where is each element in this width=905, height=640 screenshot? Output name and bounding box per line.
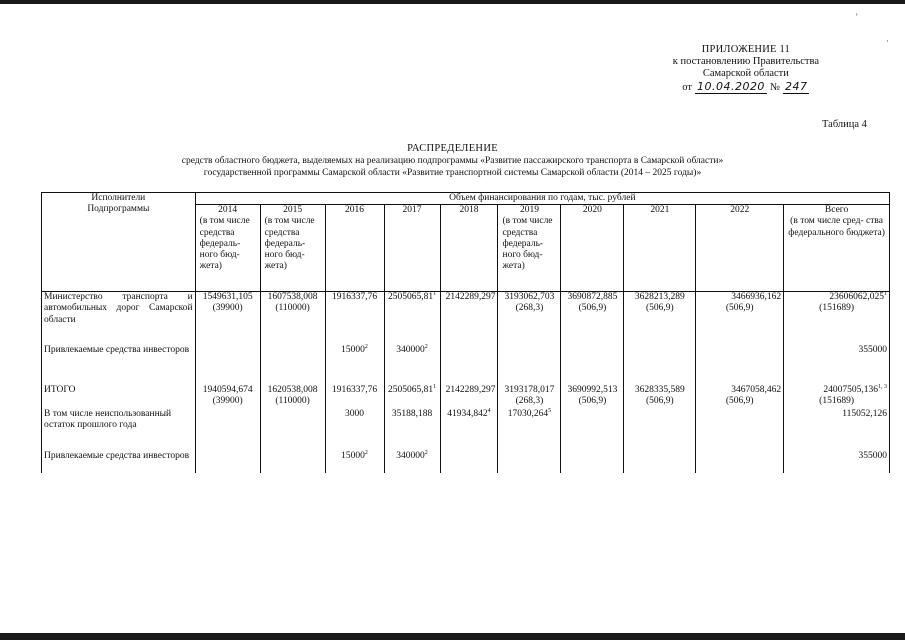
cell-federal: (110000) (275, 303, 310, 314)
row-label: ИТОГО (42, 377, 196, 409)
cell-value (384, 292, 440, 338)
cell-amount: 3193062,703 (504, 292, 555, 303)
header-executors (42, 193, 196, 292)
cell-amount: 3193178,017 (504, 385, 555, 396)
cell-value (784, 409, 890, 443)
header-year-label: 2017 (402, 205, 422, 216)
number-prefix: № (769, 82, 780, 93)
cell-amount: 115052,126 (842, 409, 887, 420)
table-row (42, 443, 890, 473)
header-year-label: Всего (824, 205, 849, 216)
header-year-2018 (440, 205, 498, 292)
table-row (42, 377, 890, 409)
cell-value (440, 337, 498, 377)
handwritten-date: 10.04.2020 (696, 80, 765, 93)
cell-federal: (268,3) (515, 303, 544, 314)
cell-value (260, 443, 325, 473)
appendix-ref: к постановлению Правительства (672, 56, 819, 67)
row-label: Привлекаемые средства инвесторов (42, 337, 196, 377)
row-label: Министерство транспорта и автомобильных дорог Самарской области (42, 292, 196, 338)
cell-federal: (39900) (212, 396, 243, 407)
header-year-label: 2014 (218, 205, 238, 216)
footnote-mark: 5 (548, 408, 552, 415)
cell-amount: 1620538,008 (267, 385, 318, 396)
handwritten-number: 247 (784, 80, 808, 93)
header-year-label: 2018 (459, 205, 479, 216)
table-row (42, 337, 890, 377)
cell-value (784, 337, 890, 377)
cell-amount: 3628335,589 (634, 385, 685, 396)
cell-value (624, 409, 696, 443)
cell-value (325, 377, 384, 409)
header-year-2014 (195, 205, 260, 292)
appendix-date-line (673, 81, 819, 94)
cell-amount: 15000 (341, 451, 365, 462)
cell-value (561, 292, 624, 338)
cell-value (325, 292, 384, 338)
cell-federal: (151689) (819, 303, 854, 314)
scan-mark: · (886, 36, 889, 46)
appendix-region: Самарской области (702, 68, 789, 79)
cell-value (440, 409, 498, 443)
cell-amount: 340000 (396, 345, 425, 356)
cell-amount: 3000 (345, 409, 365, 420)
header-subprograms-label: Подпрограммы (87, 204, 150, 215)
cell-value (195, 337, 260, 377)
cell-value (384, 377, 440, 409)
cell-value (696, 443, 784, 473)
cell-value (325, 337, 384, 377)
cell-value (498, 337, 561, 377)
cell-value (561, 377, 624, 409)
header-row-1 (42, 193, 890, 205)
cell-amount: 2505065,81 (387, 292, 434, 303)
cell-amount: 41934,842 (447, 409, 488, 420)
cell-value (440, 292, 498, 338)
cell-value (260, 377, 325, 409)
cell-value (784, 377, 890, 409)
header-year-note: (в том числе средства федераль- ного бюд- жета) (502, 216, 553, 272)
header-year-2015 (260, 205, 325, 292)
footnote-mark: 2 (364, 344, 368, 351)
financing-table (41, 192, 890, 473)
cell-federal: (506,9) (578, 303, 607, 314)
footnote-mark: 1 (884, 291, 887, 298)
cell-amount: 1549631,105 (202, 292, 253, 303)
cell-value (696, 377, 784, 409)
cell-value (498, 377, 561, 409)
table-row (42, 409, 890, 443)
cell-value (784, 292, 890, 338)
cell-value (384, 443, 440, 473)
cell-value (325, 409, 384, 443)
cell-value (195, 409, 260, 443)
cell-amount: 3690872,885 (567, 292, 618, 303)
header-year-label: 2016 (345, 205, 365, 216)
cell-amount: 3690992,513 (567, 385, 618, 396)
cell-amount: 1607538,008 (267, 292, 318, 303)
cell-amount: 24007505,136 (823, 385, 878, 396)
footnote-mark: 2 (364, 450, 368, 457)
cell-value (624, 443, 696, 473)
cell-amount: 23606062,025 (829, 292, 884, 303)
cell-amount: 3628213,289 (634, 292, 685, 303)
header-year-label: 2020 (582, 205, 602, 216)
header-year-note: (в том числе средства федераль- ного бюд- жета) (264, 216, 315, 272)
scan-bottom-border (0, 633, 905, 640)
cell-value (784, 443, 890, 473)
header-financing-group: Объем финансирования по годам, тыс. рублей (195, 193, 889, 205)
cell-amount: 2142289,297 (445, 385, 496, 396)
cell-amount: 340000 (396, 451, 425, 462)
cell-value (696, 409, 784, 443)
cell-value (624, 337, 696, 377)
cell-amount: 1916337,76 (331, 292, 378, 303)
header-year-label: 2021 (650, 205, 670, 216)
cell-value (498, 409, 561, 443)
cell-value (624, 377, 696, 409)
cell-value (325, 443, 384, 473)
header-year-2019 (498, 205, 561, 292)
header-year-note: (в том числе средства федераль- ного бюд- жета) (199, 216, 250, 272)
header-executors-label: Исполнители (91, 193, 146, 203)
cell-amount: 2505065,81 (387, 385, 434, 396)
cell-value (260, 292, 325, 338)
cell-federal: (268,3) (515, 396, 544, 407)
cell-value (195, 443, 260, 473)
cell-federal: (506,9) (578, 396, 607, 407)
row-label: Привлекаемые средства инвесторов (42, 443, 196, 473)
document-subtitle-1: средств областного бюджета, выделяемых на реализацию подпрограммы «Развитие пассажирского транспорта в Самарской области» (181, 156, 724, 166)
cell-amount: 35188,188 (391, 409, 433, 420)
header-year-2017 (384, 205, 440, 292)
cell-value (696, 292, 784, 338)
table-body (42, 292, 890, 474)
cell-amount: 355000 (858, 345, 887, 356)
footnote-mark: 1, 3 (878, 384, 887, 391)
header-year-2022 (696, 205, 784, 292)
document-heading: РАСПРЕДЕЛЕНИЕ (407, 143, 498, 154)
header-year-total (784, 205, 890, 292)
footnote-mark: 2 (424, 344, 428, 351)
cell-value (440, 377, 498, 409)
header-year-label: 2019 (519, 205, 539, 216)
header-year-2021 (624, 205, 696, 292)
cell-federal: (151689) (819, 396, 854, 407)
cell-amount: 355000 (858, 451, 887, 462)
cell-value (696, 337, 784, 377)
cell-value (260, 409, 325, 443)
cell-amount: 1940594,674 (202, 385, 253, 396)
cell-amount: 3466936,162 (731, 292, 782, 303)
cell-value (195, 377, 260, 409)
cell-value (440, 443, 498, 473)
cell-federal: (506,9) (725, 303, 754, 314)
cell-value (384, 409, 440, 443)
footnote-mark: 1 (433, 291, 437, 298)
footnote-mark: 4 (487, 408, 491, 415)
cell-value (498, 443, 561, 473)
cell-value (561, 443, 624, 473)
footnote-mark: 1 (433, 384, 437, 391)
cell-value (195, 292, 260, 338)
table-number: Таблица 4 (822, 119, 867, 130)
cell-federal: (110000) (275, 396, 310, 407)
cell-amount: 17030,264 (507, 409, 549, 420)
cell-federal: (39900) (212, 303, 243, 314)
appendix-title: ПРИЛОЖЕНИЕ 11 (701, 44, 790, 55)
header-year-2020 (561, 205, 624, 292)
cell-value (384, 337, 440, 377)
cell-federal: (506,9) (725, 396, 754, 407)
header-year-note: (в том числе сред- ства федерального бюджета) (788, 216, 885, 238)
cell-value (498, 292, 561, 338)
cell-value (561, 337, 624, 377)
cell-federal: (506,9) (645, 303, 674, 314)
scan-top-border (0, 0, 905, 4)
header-year-2016 (325, 205, 384, 292)
header-year-label: 2022 (730, 205, 750, 216)
cell-amount: 1916337,76 (331, 385, 378, 396)
cell-value (624, 292, 696, 338)
cell-federal: (506,9) (645, 396, 674, 407)
cell-value (260, 337, 325, 377)
table-row (42, 292, 890, 338)
scan-mark: ' (856, 12, 858, 22)
cell-value (561, 409, 624, 443)
document-subtitle-2: государственной программы Самарской области «Развитие транспортной системы Самарской области (2014 – 2025 годы)» (203, 168, 702, 178)
appendix-block (673, 44, 819, 94)
cell-amount: 15000 (341, 345, 365, 356)
cell-amount: 3467058,462 (731, 385, 782, 396)
header-year-label: 2015 (283, 205, 303, 216)
cell-amount: 2142289,297 (445, 292, 496, 303)
row-label: В том числе неиспользованный остаток прошлого года (42, 409, 196, 443)
date-prefix: от (682, 82, 692, 93)
footnote-mark: 2 (424, 450, 428, 457)
